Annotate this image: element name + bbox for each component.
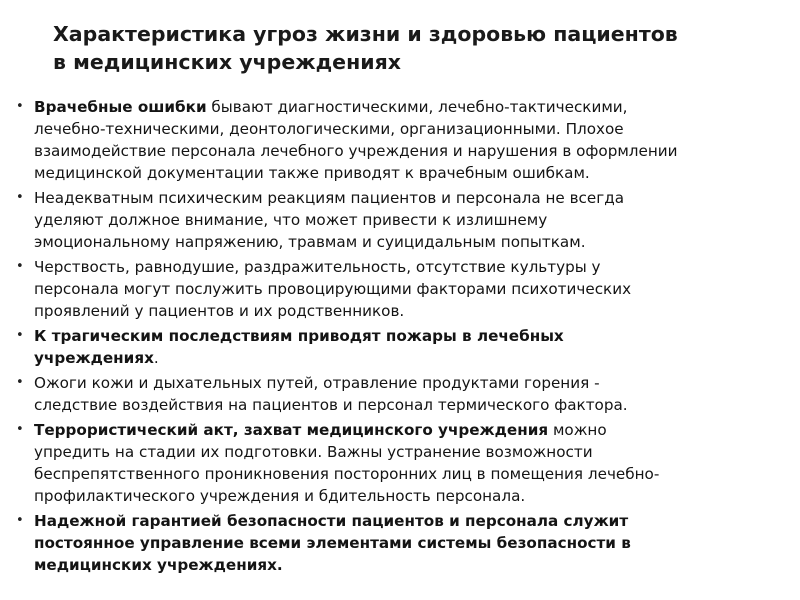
bullet-item — [14, 96, 784, 184]
line-text: взаимодействие персонала лечебного учреждения и нарушения в оформлении — [34, 142, 678, 160]
bullet-line — [34, 325, 784, 347]
bullet-line — [34, 300, 784, 322]
bullet-icon: • — [16, 99, 24, 114]
bullet-item — [14, 187, 784, 253]
slide-title-line-1: Характеристика угроз жизни и здоровью пациентов — [53, 22, 678, 46]
bullet-item — [14, 325, 784, 369]
line-text: профилактического учреждения и бдительность персонала. — [34, 487, 526, 505]
bold-phrase: медицинских учреждениях. — [34, 556, 283, 574]
bullet-line — [34, 96, 784, 118]
bullet-line — [34, 372, 784, 394]
bold-phrase: Террористический акт, захват медицинского учреждения — [34, 421, 549, 439]
bullet-line — [34, 162, 784, 184]
bullet-line — [34, 231, 784, 253]
line-text: бывают диагностическими, лечебно-тактическими, — [206, 98, 628, 116]
bullet-line — [34, 441, 784, 463]
line-text: можно — [548, 421, 607, 439]
bullet-icon: • — [16, 375, 24, 390]
bullet-line — [34, 278, 784, 300]
line-text: медицинской документации также приводят к врачебным ошибкам. — [34, 164, 590, 182]
bullet-icon: • — [16, 259, 24, 274]
bullet-line — [34, 554, 784, 576]
bullet-line — [34, 463, 784, 485]
bullet-icon: • — [16, 422, 24, 437]
line-text: проявлений у пациентов и их родственников. — [34, 302, 405, 320]
bullet-icon: • — [16, 328, 24, 343]
line-text: Неадекватным психическим реакциям пациентов и персонала не всегда — [34, 189, 624, 207]
slide-title — [53, 20, 773, 76]
line-text: упредить на стадии их подготовки. Важны устранение возможности — [34, 443, 593, 461]
bullet-icon: • — [16, 190, 24, 205]
bullet-line — [34, 187, 784, 209]
bullet-line — [34, 347, 784, 369]
bullet-line — [34, 510, 784, 532]
bullet-line — [34, 256, 784, 278]
bullet-icon: • — [16, 513, 24, 528]
bullet-line — [34, 532, 784, 554]
line-text: следствие воздействия на пациентов и персонал термического фактора. — [34, 396, 628, 414]
bullet-line — [34, 140, 784, 162]
bullet-item — [14, 256, 784, 322]
line-text: эмоциональному напряжению, травмам и суицидальным попыткам. — [34, 233, 586, 251]
bullet-line — [34, 209, 784, 231]
bullet-item — [14, 372, 784, 416]
line-text: уделяют должное внимание, что может привести к излишнему — [34, 211, 548, 229]
bullet-line — [34, 485, 784, 507]
line-text: Черствость, равнодушие, раздражительность, отсутствие культуры у — [34, 258, 601, 276]
line-text: Ожоги кожи и дыхательных путей, отравление продуктами горения - — [34, 374, 600, 392]
bullet-line — [34, 419, 784, 441]
bullet-item — [14, 510, 784, 576]
bullet-item — [14, 419, 784, 507]
slide-title-line-2: в медицинских учреждениях — [53, 50, 401, 74]
line-text: . — [153, 349, 159, 367]
bold-phrase: постоянное управление всеми элементами системы безопасности в — [34, 534, 631, 552]
bullet-list — [14, 96, 784, 579]
bullet-line — [34, 394, 784, 416]
bold-phrase: Врачебные ошибки — [34, 98, 207, 116]
bold-phrase: К трагическим последствиям приводят пожары в лечебных — [34, 327, 564, 345]
line-text: персонала могут послужить провоцирующими факторами психотических — [34, 280, 632, 298]
bullet-line — [34, 118, 784, 140]
line-text: лечебно-техническими, деонтологическими, организационными. Плохое — [34, 120, 624, 138]
bold-phrase: Надежной гарантией безопасности пациентов и персонала служит — [34, 512, 629, 530]
line-text: беспрепятственного проникновения посторонних лиц в помещения лечебно- — [34, 465, 660, 483]
bold-phrase: учреждениях — [34, 349, 154, 367]
